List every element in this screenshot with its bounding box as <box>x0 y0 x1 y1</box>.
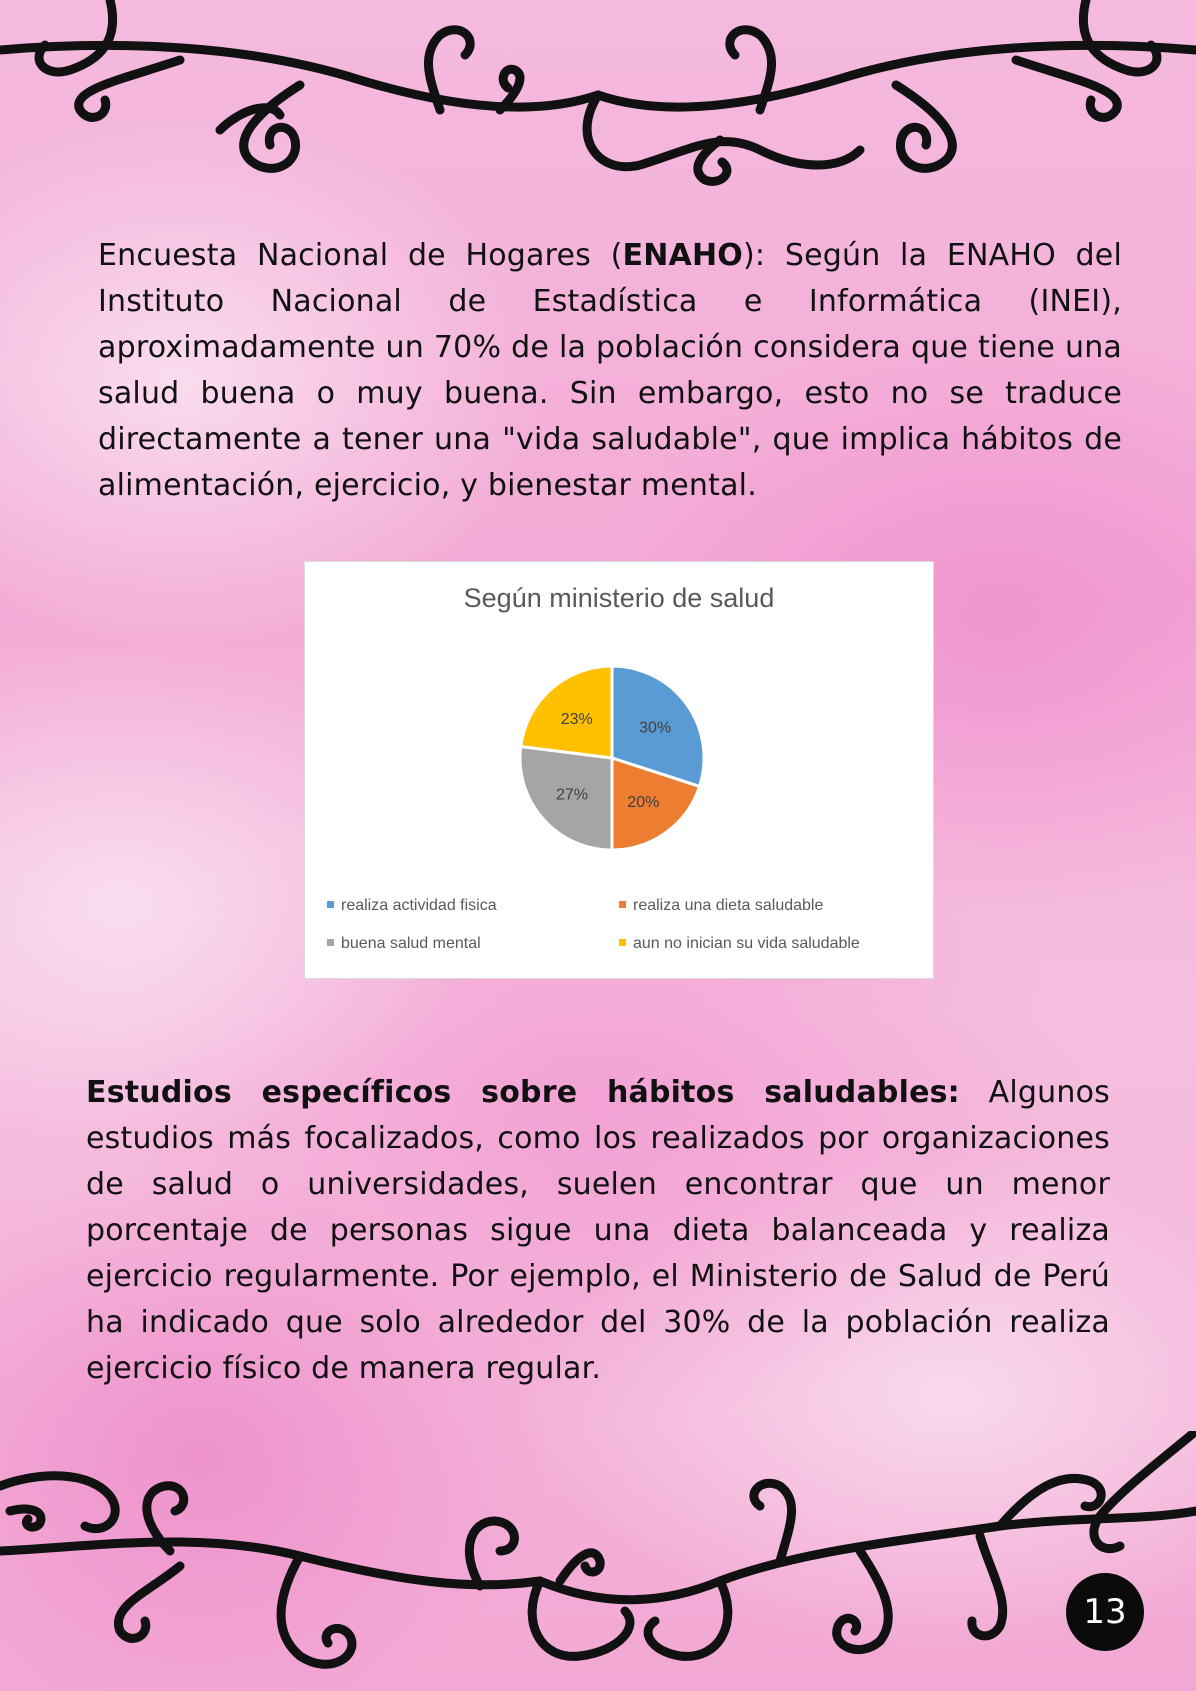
legend-label-1: realiza una dieta saludable <box>633 897 824 914</box>
legend-swatch-1 <box>619 901 626 908</box>
top-swirl-ornament <box>0 0 1196 200</box>
habits-heading: Estudios específicos sobre hábitos saludables: <box>86 1075 960 1110</box>
pie-slice-label-1: 20% <box>627 794 660 812</box>
habits-paragraph <box>86 1070 1110 1392</box>
legend-swatch-2 <box>327 939 334 946</box>
chart-title: Según ministerio de salud <box>463 583 775 613</box>
enaho-paragraph-post: ): Según la ENAHO del Instituto Nacional de Estadística e Informática (INEI), aproximadamente un 70% de la población considera que tiene una salud buena o muy buena. Sin embargo, esto no se traduce directamente a tener una "vida saludable", que implica hábitos de alimentación, ejercicio, y bienestar mental. <box>98 238 1122 503</box>
pie-chart <box>305 562 933 978</box>
pie-slice-label-3: 23% <box>560 710 593 728</box>
legend-label-2: buena salud mental <box>341 935 481 952</box>
page-number: 13 <box>1083 1592 1127 1632</box>
bottom-swirl-ornament <box>0 1431 1196 1691</box>
enaho-paragraph-pre: Encuesta Nacional de Hogares ( <box>98 238 623 273</box>
pie-slice-label-0: 30% <box>639 719 672 737</box>
page-number-badge <box>1066 1573 1144 1651</box>
legend-swatch-3 <box>619 939 626 946</box>
pie-chart-card <box>304 561 934 979</box>
enaho-acronym: ENAHO <box>622 238 743 273</box>
pie-slice-label-2: 27% <box>555 786 588 804</box>
habits-paragraph-post: Algunos estudios más focalizados, como los realizados por organizaciones de salud o universidades, suelen encontrar que un menor porcentaje de personas sigue una dieta balanceada y realiza ejercicio regularmente. Por ejemplo, el Ministerio de Salud de Perú ha indicado que solo alrededor del 30% de la población realiza ejercicio físico de manera regular. <box>86 1075 1110 1386</box>
legend-swatch-0 <box>327 901 334 908</box>
legend-label-0: realiza actividad fisica <box>341 897 497 914</box>
enaho-paragraph <box>98 233 1122 509</box>
legend-label-3: aun no inician su vida saludable <box>633 935 860 952</box>
